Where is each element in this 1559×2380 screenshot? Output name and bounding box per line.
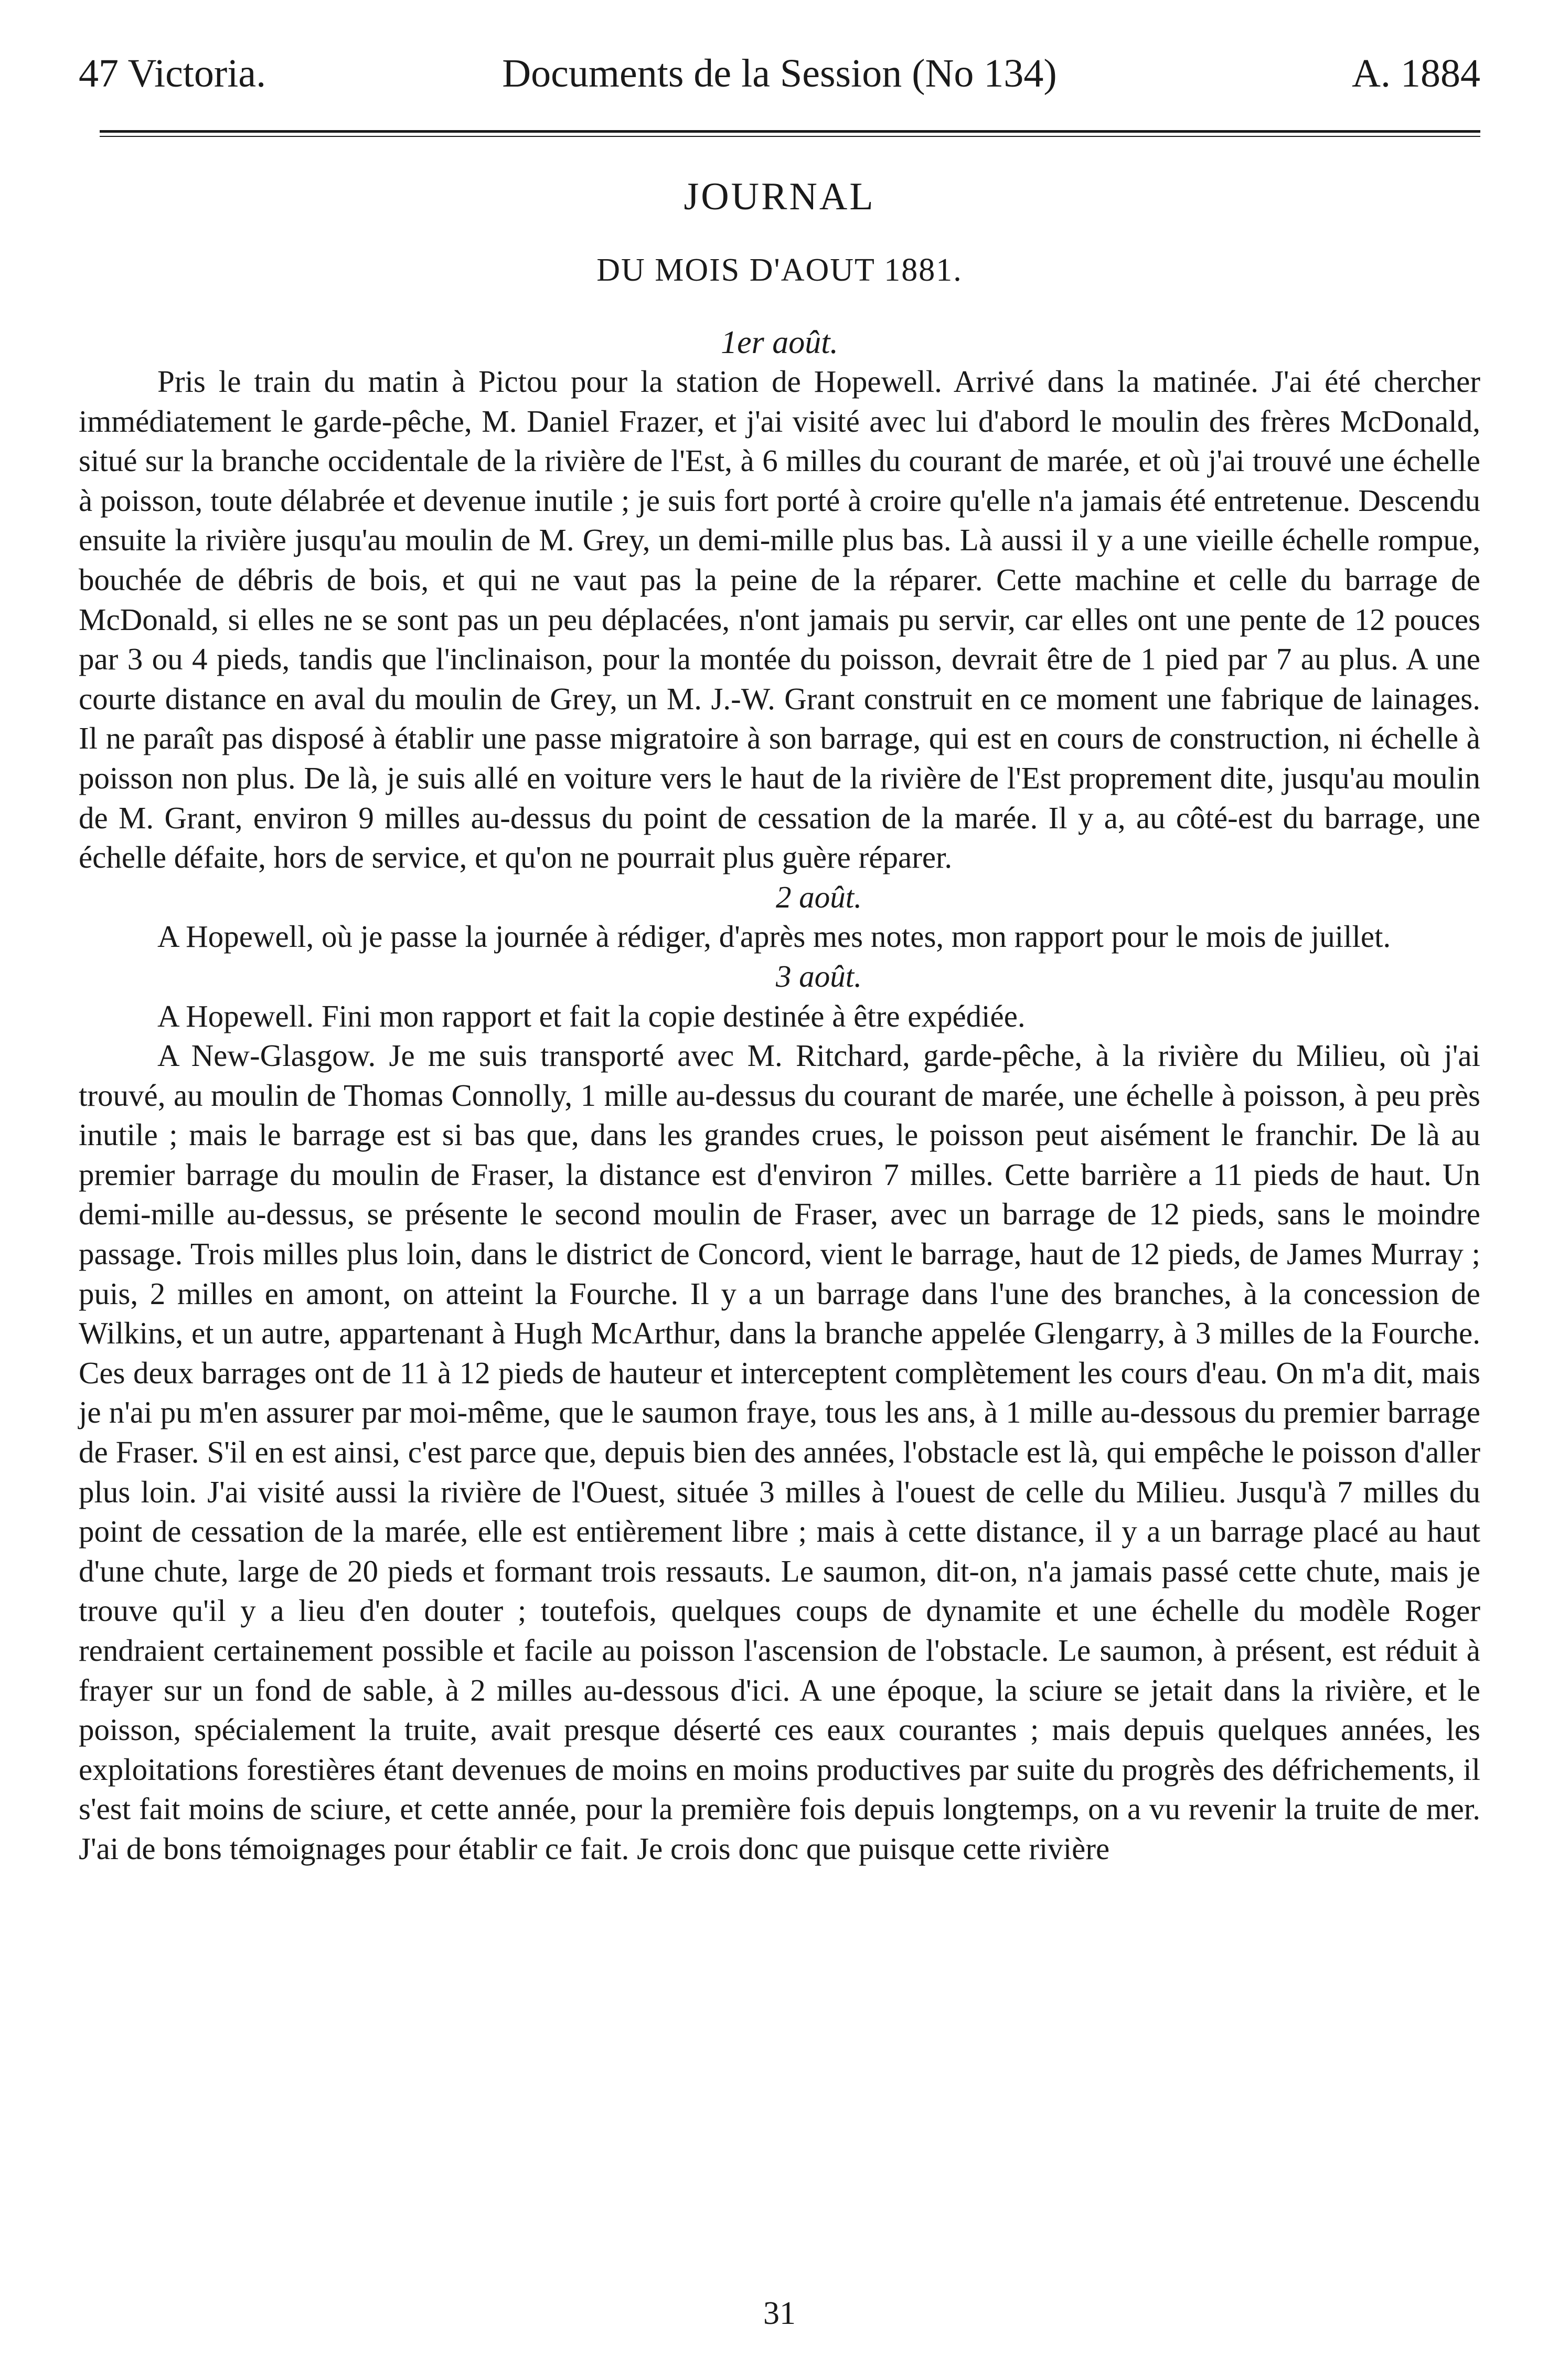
journal-body — [79, 362, 1480, 1869]
entry-3-paragraph-1: A Hopewell. Fini mon rapport et fait la copie destinée à être expédiée. — [157, 998, 1026, 1033]
header-double-rule — [100, 130, 1480, 137]
document-page — [79, 0, 1480, 2380]
header-regnal-year: 47 Victoria. — [79, 51, 266, 95]
entry-2-paragraph-1: A Hopewell, où je passe la journée à rédiger, d'après mes notes, mon rapport pour le mois de juillet. — [157, 919, 1391, 954]
entry-date-2: 2 août. — [776, 879, 862, 914]
header-year: A. 1884 — [1352, 51, 1480, 95]
title-block — [79, 168, 1480, 366]
running-header — [79, 47, 1480, 100]
page-number: 31 — [763, 2296, 796, 2331]
journal-subtitle: DU MOIS D'AOUT 1881. — [596, 252, 963, 288]
entry-1-paragraph-1: Pris le train du matin à Pictou pour la station de Hopewell. Arrivé dans la matinée. J'ai été chercher immédiatement le garde-pêche, M. Daniel Frazer, et j'ai visité avec lui d'abord le moulin des frères McDonald, situé sur la branche occidentale de la rivière de l'Est, à 6 milles du courant de marée, et où j'ai trouvé une échelle à poisson, toute délabrée et devenue inutile ; je suis fort porté à croire qu'elle n'a jamais été entretenue. Descendu ensuite la rivière jusqu'au moulin de M. Grey, un demi-mille plus bas. Là aussi il y a une vieille échelle rompue, bouchée de débris de bois, et qui ne vaut pas la peine de la réparer. Cette machine et celle du barrage de McDonald, si elles ne se sont pas un peu déplacées, n'ont jamais pu servir, car elles ont une pente de 12 pouces par 3 ou 4 pieds, tandis que l'inclinaison, pour la montée du poisson, devrait être de 1 pied par 7 au plus. A une courte distance en aval du moulin de Grey, un M. J.-W. Grant construit en ce moment une fabrique de lainages. Il ne paraît pas disposé à établir une passe migratoire à son barrage, qui est en cours de construction, ni échelle à poisson non plus. De là, je suis allé en voiture vers le haut de la rivière de l'Est proprement dite, jusqu'au moulin de M. Grant, environ 9 milles au-dessus du point de cessation de la marée. Il y a, au côté-est du barrage, une échelle défaite, hors de service, et qu'on ne pourrait plus guère réparer. — [79, 364, 1480, 875]
journal-title: JOURNAL — [684, 175, 875, 218]
entry-3-paragraph-2: A New-Glasgow. Je me suis transporté avec M. Ritchard, garde-pêche, à la rivière du Milieu, où j'ai trouvé, au moulin de Thomas Connolly, 1 mille au-dessus du courant de marée, une échelle à poisson, à peu près inutile ; mais le barrage est si bas que, dans les grandes crues, le poisson peut aisément le franchir. De là au premier barrage du moulin de Fraser, la distance est d'environ 7 milles. Cette barrière a 11 pieds de haut. Un demi-mille au-dessus, se présente le second moulin de Fraser, avec un barrage de 12 pieds, sans le moindre passage. Trois milles plus loin, dans le district de Concord, vient le barrage, haut de 12 pieds, de James Murray ; puis, 2 milles en amont, on atteint la Fourche. Il y a un barrage dans l'une des branches, à la concession de Wilkins, et un autre, appartenant à Hugh McArthur, dans la branche appelée Glengarry, à 3 milles de la Fourche. Ces deux barrages ont de 11 à 12 pieds de hauteur et interceptent complètement les cours d'eau. On m'a dit, mais je n'ai pu m'en assurer par moi-même, que le saumon fraye, tous les ans, à 1 mille au-dessous du premier barrage de Fraser. S'il en est ainsi, c'est parce que, depuis bien des années, l'obstacle est là, qui empêche le poisson d'aller plus loin. J'ai visité aussi la rivière de l'Ouest, située 3 milles à l'ouest de celle du Milieu. Jusqu'à 7 milles du point de cessation de la marée, elle est entièrement libre ; mais à cette distance, il y a un barrage placé au haut d'une chute, large de 20 pieds et formant trois ressauts. Le saumon, dit-on, n'a jamais passé cette chute, mais je trouve qu'il y a lieu d'en douter ; toutefois, quelques coups de dynamite et une échelle du modèle Roger rendraient certainement possible et facile au poisson l'ascension de l'obstacle. Le saumon, à présent, est réduit à frayer sur un fond de sable, à 2 milles au-dessous d'ici. A une époque, la sciure se jetait dans la rivière, et le poisson, spécialement la truite, avait presque déserté ces eaux courantes ; mais depuis quelques années, les exploitations forestières étant devenues de moins en moins productives par suite du progrès des défrichements, il s'est fait moins de sciure, et cette année, pour la première fois depuis longtemps, on a vu revenir la truite de mer. J'ai de bons témoignages pour établir ce fait. Je crois donc que puisque cette rivière — [79, 1038, 1480, 1866]
header-session-documents: Documents de la Session (No 134) — [502, 51, 1057, 95]
entry-date-3: 3 août. — [776, 958, 862, 994]
entry-date-1: 1er août. — [721, 325, 838, 360]
